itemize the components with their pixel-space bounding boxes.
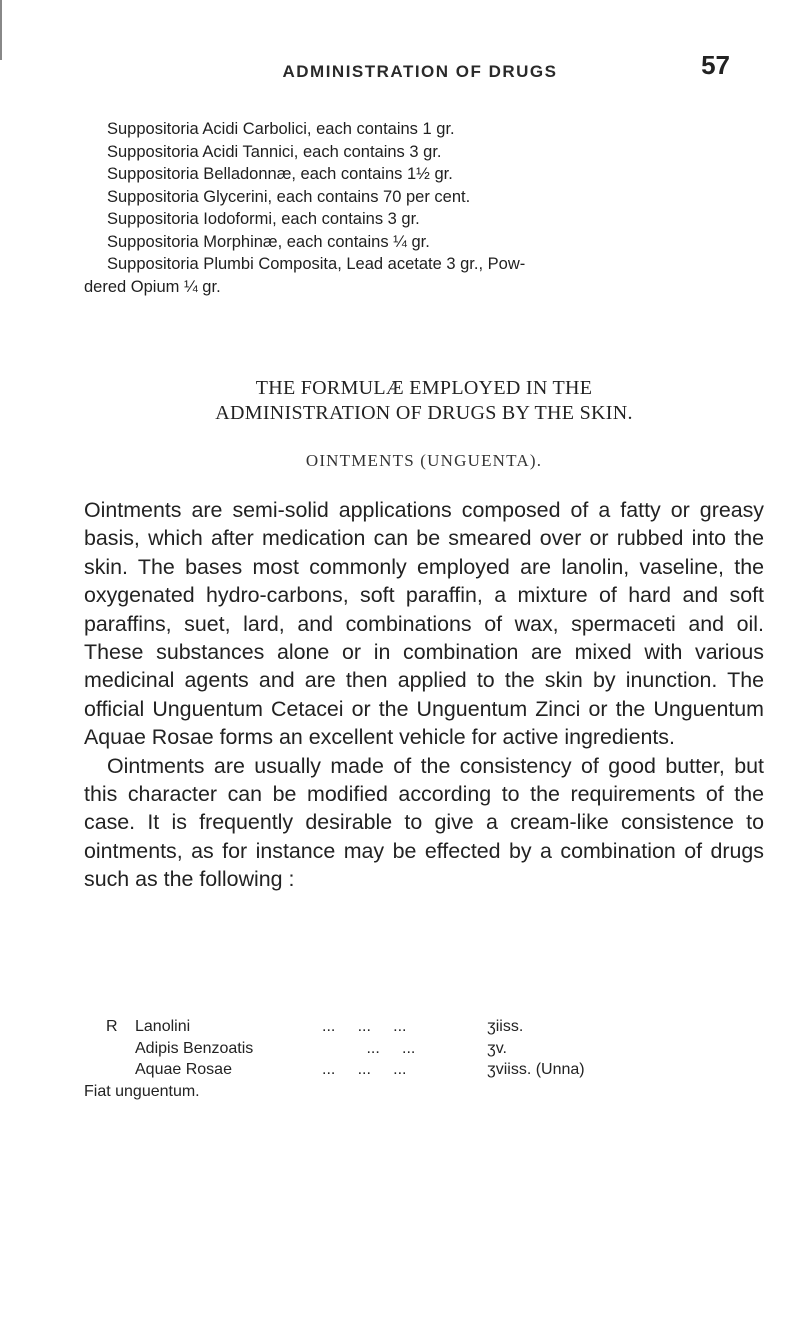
ingredient-quantity: ʒv. [487,1039,507,1057]
paragraph: Ointments are usually made of the consistency of good butter, but this character can be modified according to the requirements of the case. It is frequently desirable to give a cream-like consistence to ointments, as for instance may be effected by a combination of drugs such as the following : [84,753,764,892]
section-subtitle: OINTMENTS (UNGUENTA). [305,451,543,470]
rx-symbol: R [106,1018,118,1035]
paragraph: Ointments are semi-solid applications composed of a fatty or greasy basis, which after medication can be smeared over or rubbed into the skin. The bases most commonly employed are lanolin, vaseline, the oxygenated hydro-carbons, soft paraffin, a mixture of hard and soft paraffins, suet, lard, and combinations of wax, spermaceti and oil. These substances alone or in combination are mixed with various medicinal agents and are then applied to the skin by inunction. The official Unguentum Cetacei or the Unguentum Zinci or the Unguentum Aquae Rosae forms an excellent vehicle for active ingredients. [84,498,764,750]
ingredient-quantity: ʒiiss. [487,1018,524,1035]
leader-dots: ... ... ... [322,1061,407,1078]
ingredient-name: Lanolini [135,1018,191,1035]
suppository-list [84,118,764,298]
leader-dots: ... ... [322,1039,416,1057]
section-title [84,376,764,426]
body-text [84,496,764,894]
prescription-row [84,1059,764,1081]
ingredient-name: Adipis Benzoatis [135,1039,254,1057]
ingredient-quantity: ʒviiss. (Unna) [487,1061,585,1078]
page-number: 57 [701,50,730,80]
list-item: Suppositoria Plumbi Composita, Lead acetate 3 gr., Pow- [107,255,526,273]
section-title-line: ADMINISTRATION OF DRUGS BY THE SKIN. [215,402,633,424]
prescription-row [84,1038,764,1060]
list-item-continuation: dered Opium ¼ gr. [84,277,221,296]
section-title-line: THE FORMULÆ EMPLOYED IN THE [255,377,593,399]
running-head: ADMINISTRATION OF DRUGS [282,62,558,81]
list-item: Suppositoria Morphinæ, each contains ¼ gr. [107,232,430,251]
prescription-fiat: Fiat unguentum. [84,1082,200,1100]
list-item: Suppositoria Belladonnæ, each contains 1½ gr. [107,165,453,183]
list-item: Suppositoria Glycerini, each contains 70 per cent. [107,187,471,206]
prescription [84,1016,764,1102]
prescription-row [84,1016,764,1038]
ingredient-name: Aquae Rosae [135,1061,232,1078]
list-item: Suppositoria Acidi Carbolici, each contains 1 gr. [107,120,455,138]
page-edge-mark [0,0,2,60]
list-item: Suppositoria Acidi Tannici, each contains 3 gr. [107,142,442,161]
leader-dots: ... ... ... [322,1018,407,1035]
list-item: Suppositoria Iodoformi, each contains 3 gr. [107,210,420,228]
